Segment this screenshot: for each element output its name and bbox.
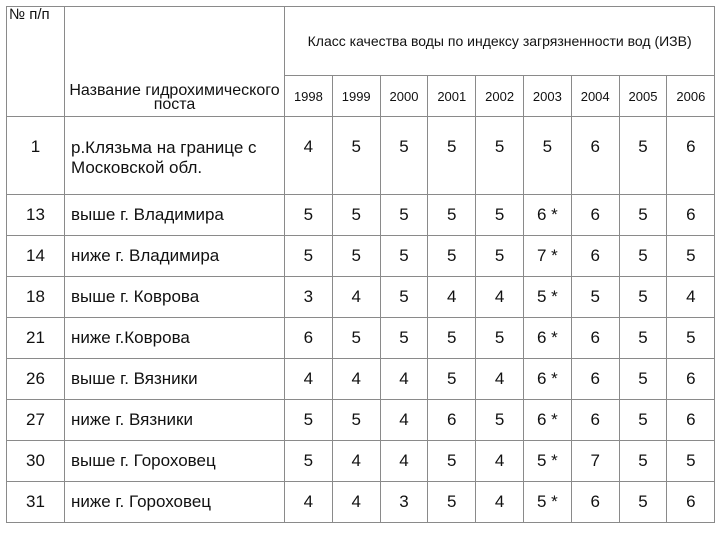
quality-class-value: 5: [428, 195, 476, 236]
quality-class-value: 7: [571, 441, 619, 482]
quality-class-value: 6: [667, 359, 715, 400]
quality-class-value: 6: [667, 400, 715, 441]
table-row: [7, 318, 715, 359]
quality-class-value: 5: [380, 117, 428, 195]
quality-class-value: 5: [332, 195, 380, 236]
row-number: 21: [7, 318, 65, 359]
year-header: 1998: [285, 76, 333, 117]
quality-class-value: 5 *: [523, 482, 571, 523]
quality-class-value: 5: [285, 441, 333, 482]
quality-class-value: 5: [332, 236, 380, 277]
quality-class-value: 6 *: [523, 318, 571, 359]
table-body: [7, 117, 715, 523]
year-header: 2003: [523, 76, 571, 117]
quality-class-value: 5: [571, 277, 619, 318]
quality-class-value: 4: [476, 441, 524, 482]
quality-class-value: 5 *: [523, 277, 571, 318]
quality-class-value: 5: [285, 236, 333, 277]
quality-class-value: 5: [428, 441, 476, 482]
table-row: [7, 117, 715, 195]
quality-class-value: 4: [285, 117, 333, 195]
quality-class-value: 4: [332, 441, 380, 482]
quality-class-value: 5: [619, 236, 667, 277]
station-name: ниже г.Коврова: [65, 318, 285, 359]
quality-class-value: 4: [380, 441, 428, 482]
year-header: 2006: [667, 76, 715, 117]
quality-class-value: 5: [476, 195, 524, 236]
row-number: 14: [7, 236, 65, 277]
quality-class-value: 5: [619, 195, 667, 236]
quality-class-value: 4: [332, 277, 380, 318]
quality-class-value: 4: [476, 359, 524, 400]
quality-class-value: 5: [332, 400, 380, 441]
quality-class-value: 6: [667, 482, 715, 523]
table-row: [7, 482, 715, 523]
row-number: 18: [7, 277, 65, 318]
table-row: [7, 277, 715, 318]
station-name-header: Название гидрохимического поста: [65, 7, 285, 117]
quality-class-value: 5: [619, 318, 667, 359]
quality-class-value: 4: [380, 400, 428, 441]
quality-class-value: 5: [380, 318, 428, 359]
table-row: [7, 359, 715, 400]
quality-class-value: 4: [428, 277, 476, 318]
quality-class-value: 5: [428, 117, 476, 195]
quality-class-value: 5: [285, 195, 333, 236]
quality-class-value: 5: [619, 482, 667, 523]
quality-class-value: 4: [476, 277, 524, 318]
quality-class-value: 6: [571, 400, 619, 441]
quality-class-value: 4: [476, 482, 524, 523]
quality-class-value: 5: [428, 482, 476, 523]
quality-class-value: 5: [476, 400, 524, 441]
quality-class-value: 5: [476, 117, 524, 195]
quality-class-value: 5: [380, 277, 428, 318]
quality-class-value: 4: [285, 482, 333, 523]
quality-class-value: 6 *: [523, 400, 571, 441]
station-name: выше г. Владимира: [65, 195, 285, 236]
quality-class-value: 4: [380, 359, 428, 400]
station-name: р.Клязьма на границе с Московской обл.: [65, 117, 285, 195]
quality-class-value: 6 *: [523, 195, 571, 236]
quality-class-value: 5: [619, 441, 667, 482]
year-header: 1999: [332, 76, 380, 117]
table-row: [7, 400, 715, 441]
station-name: ниже г. Гороховец: [65, 482, 285, 523]
station-name: ниже г. Владимира: [65, 236, 285, 277]
quality-class-value: 5: [667, 236, 715, 277]
quality-class-value: 5: [619, 359, 667, 400]
station-name: ниже г. Вязники: [65, 400, 285, 441]
number-header: № п/п: [7, 7, 65, 117]
station-name: выше г. Гороховец: [65, 441, 285, 482]
table-row: [7, 441, 715, 482]
year-header: 2005: [619, 76, 667, 117]
quality-class-value: 4: [667, 277, 715, 318]
quality-class-value: 5: [428, 359, 476, 400]
quality-class-value: 6: [571, 318, 619, 359]
station-name: выше г. Вязники: [65, 359, 285, 400]
quality-class-value: 5: [380, 195, 428, 236]
quality-class-value: 5: [667, 318, 715, 359]
quality-class-value: 5: [332, 117, 380, 195]
quality-class-value: 5: [523, 117, 571, 195]
row-number: 13: [7, 195, 65, 236]
row-number: 26: [7, 359, 65, 400]
year-header: 2002: [476, 76, 524, 117]
quality-class-value: 6: [667, 195, 715, 236]
quality-class-value: 5: [428, 236, 476, 277]
year-header: 2004: [571, 76, 619, 117]
quality-class-value: 4: [332, 482, 380, 523]
quality-class-value: 5: [619, 400, 667, 441]
quality-class-value: 3: [285, 277, 333, 318]
quality-class-value: 5: [332, 318, 380, 359]
quality-class-value: 6: [571, 236, 619, 277]
quality-class-value: 5: [380, 236, 428, 277]
station-name: выше г. Коврова: [65, 277, 285, 318]
quality-class-value: 5: [285, 400, 333, 441]
quality-class-header: Класс качества воды по индексу загрязненности вод (ИЗВ): [285, 7, 715, 76]
quality-class-value: 5 *: [523, 441, 571, 482]
quality-class-value: 4: [332, 359, 380, 400]
quality-class-value: 3: [380, 482, 428, 523]
quality-class-value: 6: [667, 117, 715, 195]
quality-class-value: 5: [667, 441, 715, 482]
water-quality-table: [6, 6, 715, 523]
row-number: 27: [7, 400, 65, 441]
quality-class-value: 6: [285, 318, 333, 359]
row-number: 30: [7, 441, 65, 482]
quality-class-value: 5: [619, 277, 667, 318]
year-header: 2001: [428, 76, 476, 117]
row-number: 31: [7, 482, 65, 523]
quality-class-value: 5: [476, 318, 524, 359]
quality-class-value: 5: [619, 117, 667, 195]
quality-class-value: 5: [476, 236, 524, 277]
quality-class-value: 6: [428, 400, 476, 441]
quality-class-value: 4: [285, 359, 333, 400]
quality-class-value: 6: [571, 195, 619, 236]
quality-class-value: 7 *: [523, 236, 571, 277]
table-header: [7, 7, 715, 117]
quality-class-value: 6 *: [523, 359, 571, 400]
row-number: 1: [7, 117, 65, 195]
quality-class-value: 6: [571, 482, 619, 523]
year-header: 2000: [380, 76, 428, 117]
table-row: [7, 236, 715, 277]
table-row: [7, 195, 715, 236]
quality-class-value: 6: [571, 117, 619, 195]
quality-class-value: 6: [571, 359, 619, 400]
quality-class-value: 5: [428, 318, 476, 359]
